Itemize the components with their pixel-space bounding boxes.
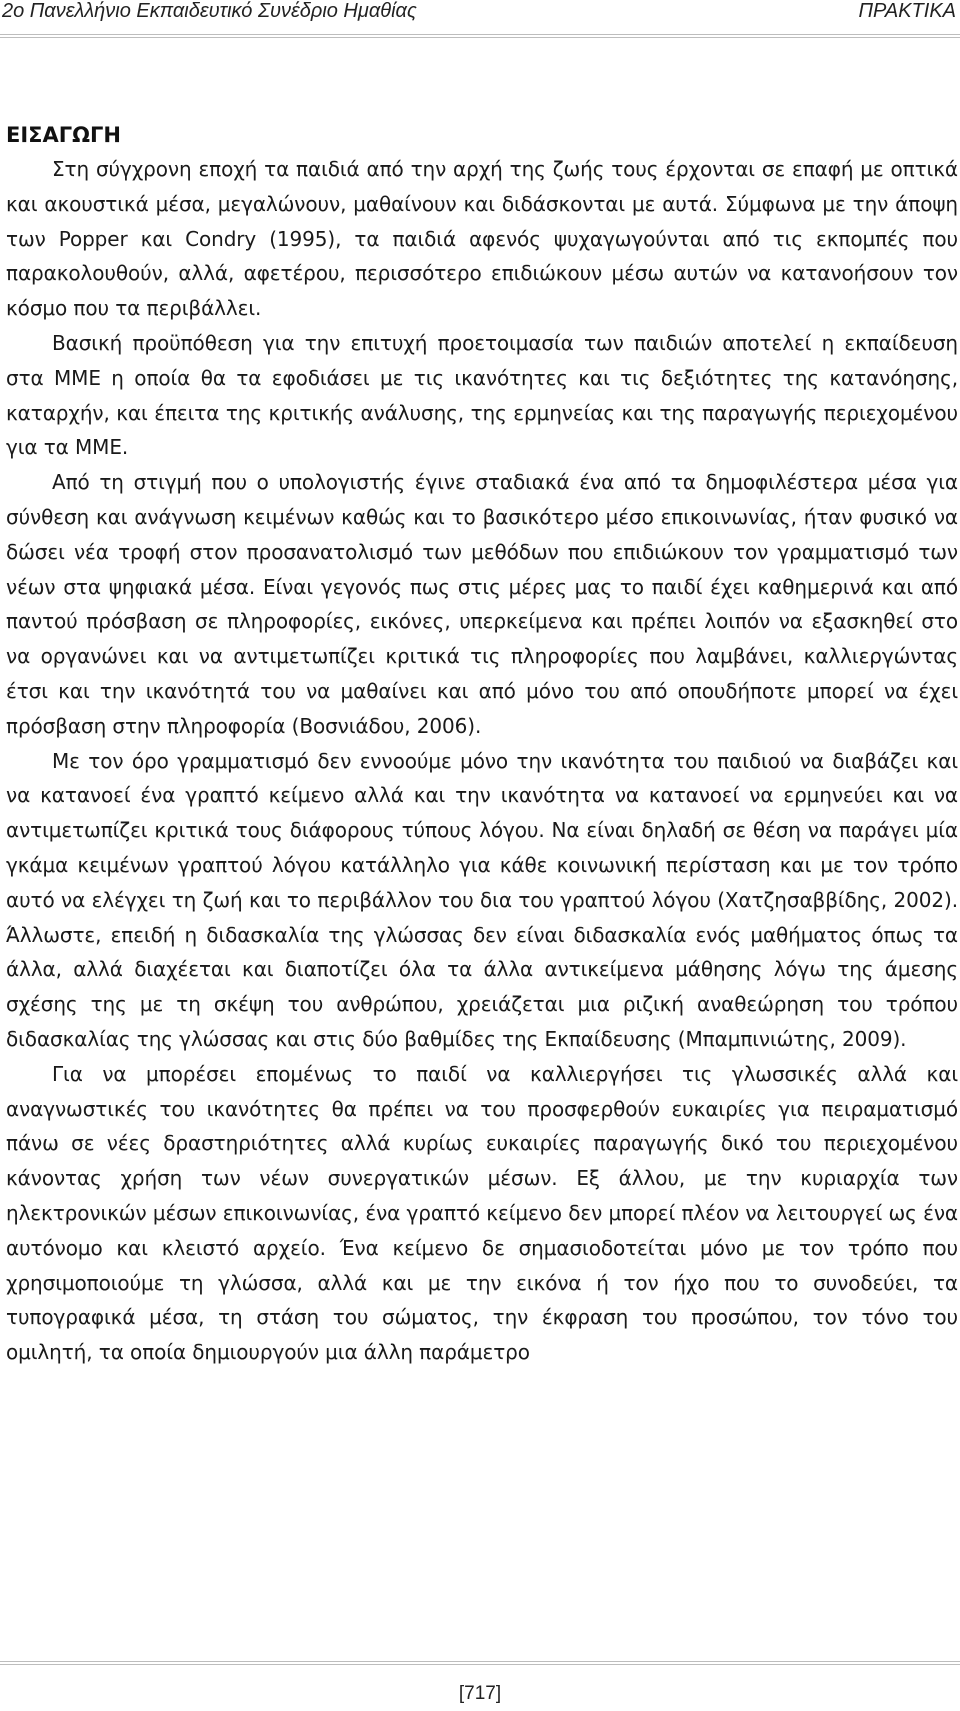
proceedings-label: ΠΡΑΚΤΙΚΑ bbox=[858, 0, 956, 22]
page-number: [717] bbox=[458, 1683, 502, 1704]
conference-title: 2ο Πανελλήνιο Εκπαιδευτικό Συνέδριο Ημαθίας bbox=[2, 0, 417, 22]
paragraph-1: Στη σύγχρονη εποχή τα παιδιά από την αρχή της ζωής τους έρχονται σε επαφή με οπτικά και ακουστικά μέσα, μεγαλώνουν, μαθαίνουν και διδάσκονται με αυτά. Σύμφωνα με την άποψη των Popper και Condry (1995), τα παιδιά αφενός ψυχαγωγούνται από τις εκπομπές που παρακολουθούν, αλλά, αφετέρου, περισσότερο επιδιώκουν μέσω αυτών να κατανοήσουν τον κόσμο που τα περιβάλλει. bbox=[6, 157, 958, 321]
footer-divider bbox=[0, 1661, 960, 1665]
main-content bbox=[6, 118, 958, 1370]
section-heading: ΕΙΣΑΓΩΓΗ bbox=[6, 123, 121, 147]
paragraph-4: Με τον όρο γραμματισμό δεν εννοούμε μόνο την ικανότητα του παιδιού να διαβάζει και να κατανοεί ένα γραπτό κείμενο αλλά και την ικανότητα να κατανοεί να ερμηνεύει και να αντιμετωπίζει κριτικά τους διάφορους τύπους λόγου. Να είναι δηλαδή σε θέση να παράγει μία γκάμα κειμένων γραπτού λόγου κατάλληλο για κάθε κοινωνική περίσταση και με τον τρόπο αυτό να ελέγχει τη ζωή και το περιβάλλον του δια του γραπτού λόγου (Χατζησαββίδης, 2002). Άλλωστε, επειδή η διδασκαλία της γλώσσας δεν είναι διδασκαλία ενός μαθήματος όπως τα άλλα, αλλά διαχέεται και διαποτίζει όλα τα άλλα αντικείμενα μάθησης λόγω της άμεσης σχέσης της με τη σκέψη του ανθρώπου, χρειάζεται μια ριζική αναθεώρηση του τρόπου διδασκαλίας της γλώσσας και στις δύο βαθμίδες της Εκπαίδευσης (Μπαμπινιώτης, 2009). bbox=[6, 748, 958, 1051]
running-header bbox=[0, 0, 960, 28]
header-divider bbox=[0, 34, 960, 38]
paragraph-2: Βασική προϋπόθεση για την επιτυχή προετοιμασία των παιδιών αποτελεί η εκπαίδευση στα ΜΜΕ η οποία θα τα εφοδιάσει με τις ικανότητες και τις δεξιότητες της κατανόησης, καταρχήν, και έπειτα της κριτικής ανάλυσης, της ερμηνείας και της παραγωγής περιεχομένου για τα ΜΜΕ. bbox=[6, 330, 958, 460]
paragraph-5: Για να μπορέσει επομένως το παιδί να καλλιεργήσει τις γλωσσικές αλλά και αναγνωστικές του ικανότητες θα πρέπει να του προσφερθούν ευκαιρίες για πειραματισμό πάνω σε νέες δραστηριότητες αλλά κυρίως ευκαιρίες παραγωγής δικό του περιεχομένου κάνοντας χρήση των νέων συνεργατικών μέσων. Εξ άλλου, με την κυριαρχία των ηλεκτρονικών μέσων επικοινωνίας, ένα γραπτό κείμενο δεν μπορεί πλέον να λειτουργεί ως ένα αυτόνομο και κλειστό αρχείο. Ένα κείμενο δε σημασιοδοτείται μόνο με τον τρόπο που χρησιμοποιούμε τη γλώσσα, αλλά και με την εικόνα ή τον ήχο που το συνοδεύει, τα τυπογραφικά μέσα, τη στάση του σώματος, την έκφραση του προσώπου, τον τόνο του ομιλητή, τα οποία δημιουργούν μια άλλη παράμετρο bbox=[6, 1061, 958, 1365]
paragraph-3: Από τη στιγμή που ο υπολογιστής έγινε σταδιακά ένα από τα δημοφιλέστερα μέσα για σύνθεση και ανάγνωση κειμένων καθώς και το βασικότερο μέσο επικοινωνίας, ήταν φυσικό να δώσει νέα τροφή στον προσανατολισμό των μεθόδων που επιδιώκουν τον γραμματισμό των νέων στα ψηφιακά μέσα. Είναι γεγονός πως στις μέρες μας το παιδί έχει καθημερινά και από παντού πρόσβαση σε πληροφορίες, εικόνες, υπερκείμενα και πρέπει λοιπόν να εξασκηθεί στο να οργανώνει και να αντιμετωπίζει κριτικά τις πληροφορίες που λαμβάνει, καλλιεργώντας έτσι και την ικανότητά του να μαθαίνει και από μόνο του από οπουδήποτε μπορεί να έχει πρόσβαση στην πληροφορία (Βοσνιάδου, 2006). bbox=[6, 470, 958, 738]
